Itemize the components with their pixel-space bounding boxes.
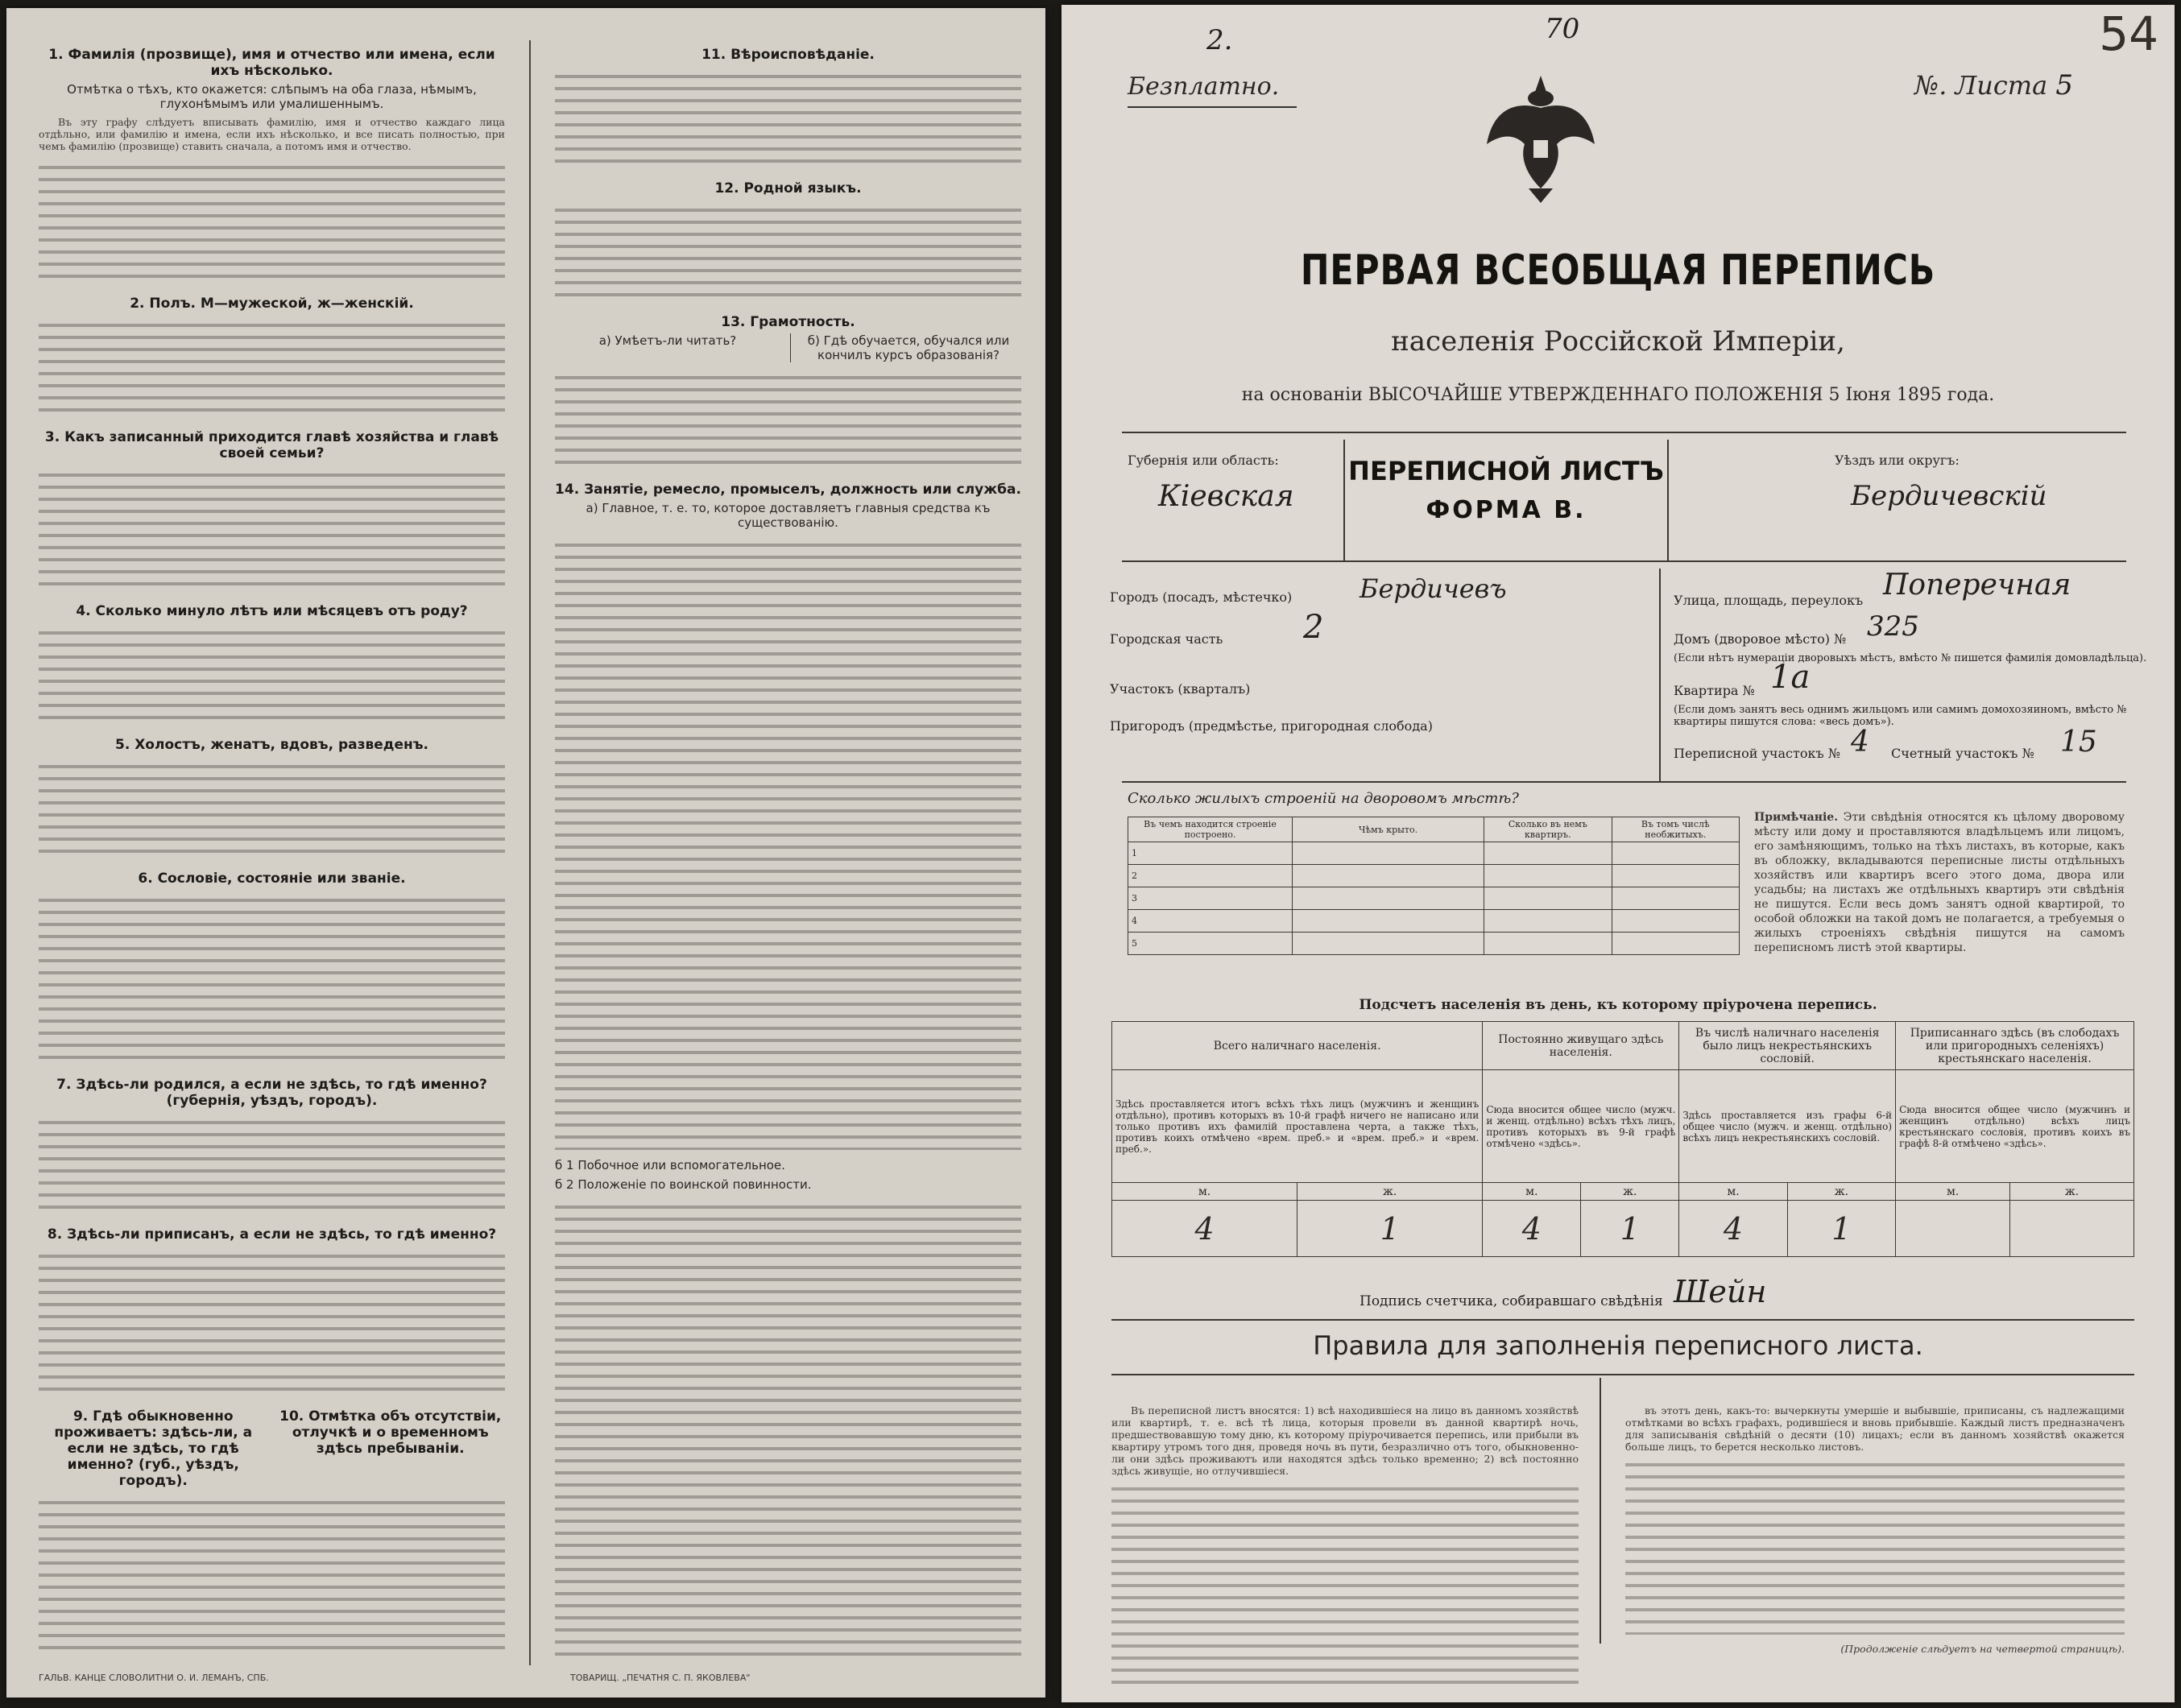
section-7-title: 7. Здѣсь-ли родился, а если не здѣсь, то гдѣ именно? (губернія, уѣздъ, городъ). [56, 1077, 487, 1109]
text-block [39, 893, 505, 1062]
left-column-1 [39, 40, 505, 1665]
section-9-title: 9. Гдѣ обыкновенно проживаетъ: здѣсь-ли, а если не здѣсь, то гдѣ именно? (губ., уѣздъ, городъ). [54, 1408, 253, 1489]
right-page [1062, 5, 2175, 1702]
house-label: Домъ (дворовое мѣсто) № [1674, 631, 1847, 647]
printer-right: ТОВАРИЩ. „ПЕЧАТНЯ С. П. ЯКОВЛЕВА" [570, 1673, 751, 1683]
rules-text: Въ переписной листъ вносятся: 1) всѣ находившіеся на лицо въ данномъ хозяйствѣ или квартирѣ, т. е. всѣ тѣ лица, которыя провели въ данной квартирѣ ночь, предшествовавшую тому дню, къ которому пріурочивается перепись, или прибыли въ квартиру утромъ того дня, проведя ночь въ пути, безразлично отъ того, обыкновенно-ли они здѣсь проживаютъ или находятся здѣсь только временно; 2) всѣ постоянно здѣсь живущіе, но отлучившіеся. [1111, 1404, 1579, 1477]
count-value: 4 [1679, 1201, 1787, 1257]
census-title: ПЕРВАЯ ВСЕОБЩАЯ ПЕРЕПИСЬ [1300, 246, 1936, 295]
form-title: ПЕРЕПИСНОЙ ЛИСТЪ [1348, 456, 1664, 486]
section-1-text: Въ эту графу слѣдуетъ вписывать фамилію, имя и отчество каждаго лица отдѣльно, или фамилію и имена, если ихъ нѣсколько, и все писать полностью, при чемъ фамилію (прозвище) ставить сначала, а потомъ имя и отчество. [39, 116, 505, 152]
sheet-number-value: 5 [2055, 69, 2073, 101]
left-column-2 [555, 40, 1021, 1665]
counting-district-value: 15 [2060, 726, 2097, 759]
population-count-table [1111, 1021, 2134, 1257]
buildings-header: Въ чемъ находится строеніе построено. [1128, 817, 1293, 842]
text-block [555, 203, 1021, 300]
gubernia-value: Кіевская [1158, 480, 1294, 513]
buildings-row-number: 1 [1128, 842, 1293, 865]
rules-text: въ этотъ день, какъ-то: вычеркнуты умершіе и выбывшіе, приписаны, съ надлежащими отмѣтками во всѣхъ графахъ, родившіеся и вновь прибывшіе. Каждый листъ предназначенъ для записыванія свѣдѣній о десяти (10) лицахъ; если въ данномъ хозяйствѣ окажется больше лицъ, то берется несколько листовъ. [1625, 1404, 2125, 1453]
counting-district-label: Счетный участокъ № [1891, 746, 2034, 761]
section-11-title: 11. Вѣроисповѣданіе. [701, 47, 875, 63]
rules-column-left [1111, 1404, 1579, 1699]
census-basis: на основаніи ВЫСОЧАЙШЕ УТВЕРЖДЕННАГО ПОЛОЖЕНІЯ 5 Іюня 1895 года. [1241, 385, 1995, 405]
section-1-title: 1. Фамилія (прозвище), имя и отчество или имена, если ихъ нѣсколько. [48, 47, 495, 79]
count-sex-label: ж. [1297, 1183, 1483, 1201]
buildings-row-number: 4 [1128, 910, 1293, 933]
signature: Шейн [1674, 1274, 1767, 1309]
count-description: Здѣсь проставляется итогъ всѣхъ тѣхъ лицъ (мужчинъ и женщинъ отдѣльно), противъ которыхъ въ 10-й графѣ ничего не написано или только противъ ихъ фамилій проставлена черта, а также тѣхъ, противъ коихъ отмѣчено «врем. преб.» и «врем. преб.» и «врем. преб.». [1112, 1070, 1483, 1183]
text-block [39, 1495, 505, 1657]
count-value: 4 [1483, 1201, 1581, 1257]
text-block [39, 626, 505, 722]
census-district-label: Переписной участокъ № [1674, 746, 1840, 761]
count-description: Здѣсь проставляется изъ графы 6-й общее число (мужч. и женщ. отдѣльно) всѣхъ лицъ некрестьянскихъ сословій. [1679, 1070, 1896, 1183]
text-block [555, 69, 1021, 166]
buildings-header: Чѣмъ крыто. [1292, 817, 1484, 842]
count-header: Въ числѣ наличнаго населенія было лицъ некрестьянскихъ сословій. [1679, 1022, 1896, 1070]
divider [1122, 560, 2126, 562]
section-13a: а) Умѣетъ-ли читать? [598, 333, 737, 348]
count-header: Приписаннаго здѣсь (въ слободахъ или пригородныхъ селеніяхъ) крестьянскаго населенія. [1896, 1022, 2134, 1070]
district-label: Участокъ (кварталъ) [1110, 681, 1251, 697]
count-description: Сюда вносится общее число (мужчинъ и женщинъ отдѣльно) всѣхъ лицъ крестьянскаго сословія, противъ коихъ въ графѣ 8-й отмѣчено «здѣсь». [1896, 1070, 2134, 1183]
count-header: Всего наличнаго населенія. [1112, 1022, 1483, 1070]
text-block [39, 160, 505, 281]
buildings-row-number: 2 [1128, 865, 1293, 887]
uezd-value: Бердичевскій [1851, 480, 2047, 512]
rules-title: Правила для заполненія переписного листа. [1313, 1330, 1923, 1361]
note-text: Эти свѣдѣнія относятся къ цѣлому дворовому мѣсту или дому и проставляются владѣльцемъ или лицомъ, его замѣняющимъ, только на тѣхъ листахъ, въ которые, какъ въ обложку, вкладываются переписные листы отдѣльныхъ хозяйствъ или квартиръ всего этого дома, двора или усадьбы; на листахъ же отдѣльныхъ квартиръ эти свѣдѣнія не пишутся. Если весь домъ занятъ одной квартирой, то особой обложки на такой домъ не полагается, а требуемыя о жилыхъ строеніяхъ свѣдѣнія пишутся на самомъ переписномъ листѣ этой квартиры. [1754, 811, 2125, 954]
printer-left: ГАЛЬВ. КАНЦЕ СЛОВОЛИТНИ О. И. ЛЕМАНЪ, СПБ. [39, 1673, 269, 1683]
free-label: Безплатно. [1128, 72, 1280, 101]
buildings-question: Сколько жилыхъ строеній на дворовомъ мѣстѣ? [1128, 790, 1519, 807]
apartment-label: Квартира № [1674, 683, 1755, 698]
street-value: Поперечная [1883, 569, 2071, 602]
count-value: 1 [1297, 1201, 1483, 1257]
section-14-subtitle: а) Главное, т. е. то, которое доставляетъ главныя средства къ существованію. [586, 501, 991, 530]
section-2-title: 2. Полъ. М—мужеской, ж—женскій. [130, 296, 414, 312]
note-title: Примѣчаніе. [1754, 811, 1839, 824]
section-14c: б 2 Положеніе по воинской повинности. [555, 1177, 812, 1192]
sheet-number-label: №. Листа 5 [1914, 69, 2073, 101]
section-12-title: 12. Родной языкъ. [714, 180, 862, 196]
text-block [1111, 1482, 1579, 1691]
census-district-value: 4 [1851, 726, 1869, 759]
text-block [555, 538, 1021, 1150]
buildings-row-number: 3 [1128, 887, 1293, 910]
text-block [39, 1249, 505, 1394]
buildings-header: Въ томъ числѣ необжитыхъ. [1612, 817, 1739, 842]
count-value [1896, 1201, 2010, 1257]
rules-footer: (Продолженіе слѣдуетъ на четвертой страницѣ). [1840, 1643, 2125, 1655]
text-block [39, 759, 505, 856]
count-sex-label: м. [1112, 1183, 1297, 1201]
section-8-title: 8. Здѣсь-ли приписанъ, а если не здѣсь, то гдѣ именно? [47, 1226, 497, 1243]
city-label: Городъ (посадъ, мѣстечко) [1110, 589, 1293, 605]
section-13-title: 13. Грамотность. [721, 314, 855, 330]
archive-number: 54 [2099, 6, 2158, 61]
count-value: 4 [1112, 1201, 1297, 1257]
section-6-title: 6. Сословіе, состояніе или званіе. [138, 871, 406, 887]
count-sex-label: ж. [1581, 1183, 1679, 1201]
buildings-note [1754, 810, 2125, 955]
text-block [39, 1115, 505, 1212]
count-sex-label: м. [1679, 1183, 1787, 1201]
signature-label: Подпись счетчика, собиравшаго свѣдѣнія [1360, 1293, 1663, 1309]
apartment-value: 1а [1770, 659, 1811, 696]
form-variant: ФОРМА В. [1426, 496, 1587, 524]
text-block [39, 318, 505, 415]
count-description: Сюда вносится общее число (мужч. и женщ. отдѣльно) всѣхъ тѣхъ лицъ, противъ которыхъ въ 9-й графѣ отмѣчено «здѣсь». [1483, 1070, 1679, 1183]
street-label: Улица, площадь, переулокъ [1674, 593, 1864, 608]
section-4-title: 4. Сколько минуло лѣтъ или мѣсяцевъ отъ роду? [76, 603, 468, 619]
buildings-table [1128, 817, 1740, 955]
divider [1128, 106, 1297, 108]
text-block [555, 1200, 1021, 1657]
section-5-title: 5. Холостъ, женатъ, вдовъ, разведенъ. [115, 737, 428, 753]
divider [1122, 432, 2126, 433]
count-sex-label: ж. [2010, 1183, 2134, 1201]
section-14b: б 1 Побочное или вспомогательное. [555, 1158, 785, 1172]
text-block [39, 468, 505, 589]
count-value: 1 [1787, 1201, 1895, 1257]
left-page [6, 8, 1045, 1698]
rules-column-right [1625, 1404, 2125, 1660]
house-value: 325 [1867, 610, 1919, 643]
section-10-title: 10. Отмѣтка объ отсутствіи, отлучкѣ и о временномъ здѣсь пребываніи. [279, 1408, 502, 1457]
section-14-title: 14. Занятіе, ремесло, промыселъ, должность или служба. [555, 482, 1021, 498]
divider [1111, 1319, 2134, 1321]
count-header: Постоянно живущаго здѣсь населенія. [1483, 1022, 1679, 1070]
section-3-title: 3. Какъ записанный приходится главѣ хозяйства и главѣ своей семьи? [44, 429, 499, 461]
imperial-eagle-emblem [1480, 68, 1601, 205]
city-part-value: 2 [1303, 609, 1324, 646]
gubernia-label: Губернія или область: [1128, 453, 1279, 468]
buildings-row-number: 5 [1128, 933, 1293, 955]
pencil-mark: 70 [1545, 13, 1580, 45]
count-value: 1 [1581, 1201, 1679, 1257]
text-block [555, 370, 1021, 467]
buildings-header: Сколько въ немъ квартиръ. [1484, 817, 1612, 842]
divider [1659, 569, 1661, 782]
divider [1111, 1374, 2134, 1375]
section-1-subtitle: Отмѣтка о тѣхъ, кто окажется: слѣпымъ на оба глаза, нѣмымъ, глухонѣмымъ или умалишеннымъ. [67, 82, 477, 111]
apartment-note: (Если домъ занятъ весь однимъ жильцомъ или самимъ домохозяиномъ, вмѣсто № квартиры пишутся слова: «весь домъ»). [1674, 704, 2127, 728]
count-value [2010, 1201, 2134, 1257]
suburb-label: Пригородъ (предмѣстье, пригородная слобода) [1110, 718, 1433, 734]
count-title: Подсчетъ населенія въ день, къ которому пріурочена перепись. [1359, 997, 1877, 1013]
section-13b: б) Гдѣ обучается, обучался или кончилъ курсъ образованія? [790, 333, 1021, 362]
pencil-mark: 2. [1206, 24, 1233, 56]
uezd-label: Уѣздъ или округъ: [1835, 453, 1960, 468]
census-subtitle: населенія Россійской Имперіи, [1391, 325, 1845, 358]
house-note: (Если нѣтъ нумераціи дворовыхъ мѣстъ, вмѣсто № пишется фамилія домовладѣльца). [1674, 652, 2147, 664]
column-divider [529, 40, 531, 1665]
count-sex-label: ж. [1787, 1183, 1895, 1201]
count-sex-label: м. [1483, 1183, 1581, 1201]
city-value: Бердичевъ [1360, 573, 1507, 604]
divider [1122, 781, 2126, 783]
text-block [1625, 1458, 2125, 1635]
column-divider [1600, 1378, 1601, 1644]
count-sex-label: м. [1896, 1183, 2010, 1201]
city-part-label: Городская часть [1110, 631, 1223, 647]
